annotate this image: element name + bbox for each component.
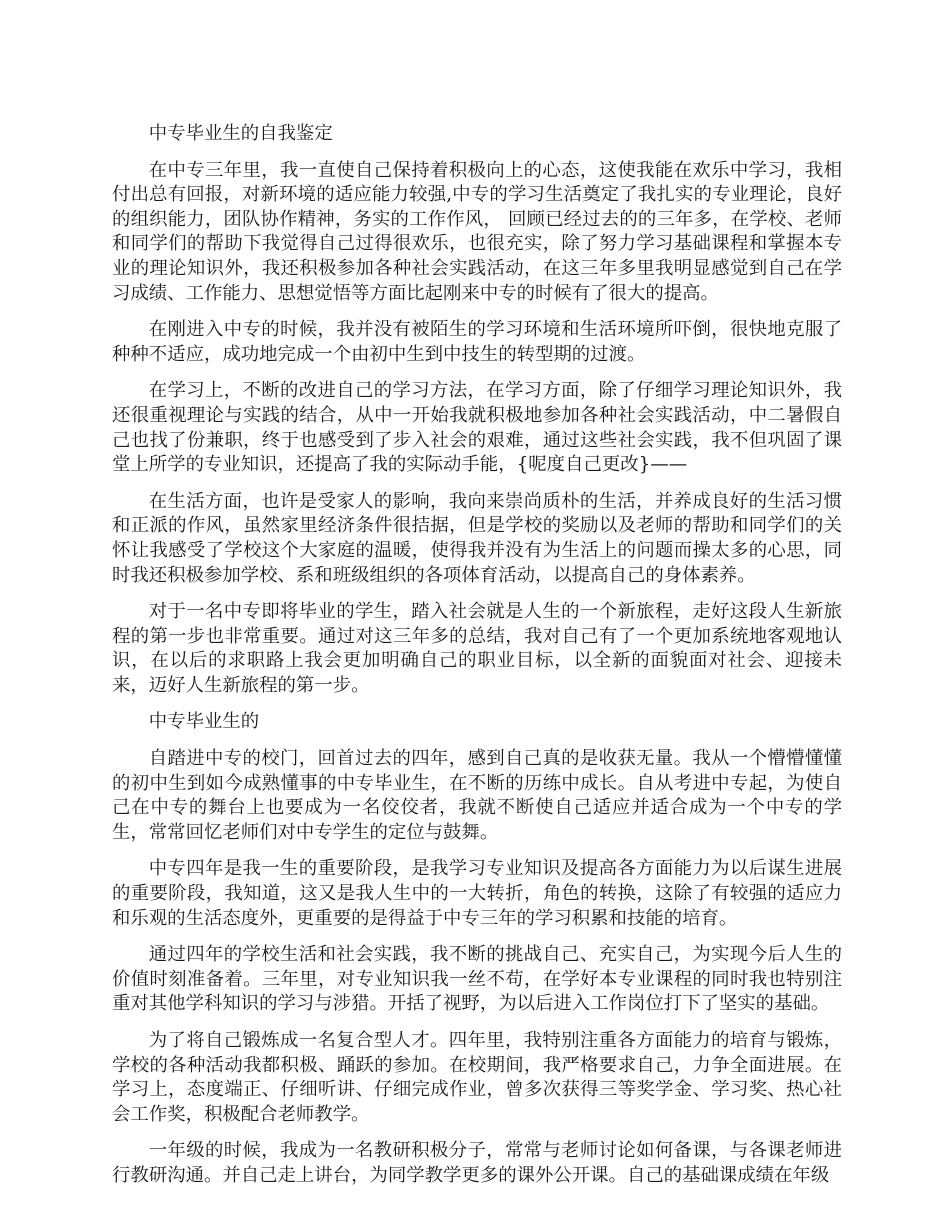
section-title: 中专毕业生的: [148, 711, 260, 733]
paragraph: 中专四年是我一生的重要阶段，是我学习专业知识及提高各方面能力为以后谋生进展的重要阶段，我知道，这又是我人生中的一大转折，角色的转换，这除了有较强的适应力和乐观的生活态度外，更重要的是得益于中专三年的学习积累和技能的培育。: [112, 858, 842, 929]
section-title: 中专毕业生的自我鉴定: [148, 123, 333, 144]
paragraph: 自踏进中专的校门，回首过去的四年，感到自己真的是收获无量。我从一个懵懵懂懂的初中生到如今成熟懂事的中专毕业生，在不断的历练中成长。自从考进中专起，为使自己在中专的舞台上也要成为一名佼佼者，我就不断使自己适应并适合成为一个中专的学生，常常回忆老师们对中专学生的定位与鼓舞。: [112, 748, 842, 843]
paragraph: 在生活方面，也许是受家人的影响，我向来崇尚质朴的生活，并养成良好的生活习惯和正派的作风，虽然家里经济条件很拮据，但是学校的奖励以及老师的帮助和同学们的关怀让我感受了学校这个大家庭的温暖，使得我并没有为生活上的问题而操太多的心思，同时我还积极参加学校、系和班级组织的各项体育活动，以提高自己的身体素养。: [112, 490, 842, 586]
paragraph: 在学习上，不断的改进自己的学习方法，在学习方面，除了仔细学习理论知识外，我还很重视理论与实践的结合，从中一开始我就积极地参加各种社会实践活动，中二暑假自己也找了份兼职，终于也感受到了步入社会的艰难，通过这些社会实践，我不但巩固了课堂上所学的专业知识，还提高了我的实际动手能，{呢度自己更改}——: [112, 380, 842, 476]
paragraph: 在中专三年里，我一直使自己保持着积极向上的心态，这使我能在欢乐中学习，我相付出总有回报，对新环境的适应能力较强,中专的学习生活奠定了我扎实的专业理论，良好的组织能力，团队协作精神，务实的工作作风， 回顾已经过去的的三年多，在学校、老师和同学们的帮助下我觉得自己过得很欢乐，也很充实，除了努力学习基础课程和掌握本专业的理论知识外，我还积极参加各种社会实践活动，在这三年多里我明显感觉到自己在学习成绩、工作能力、思想觉悟等方面比起刚来中专的时候有了很大的提高。: [112, 159, 842, 304]
document-body: [112, 122, 842, 1201]
paragraph: 通过四年的学校生活和社会实践，我不断的挑战自己、充实自己，为实现今后人生的价值时刻准备着。三年里，对专业知识我一丝不苟，在学好本专业课程的同时我也特别注重对其他学科知识的学习与涉猎。开括了视野，为以后进入工作岗位打下了坚实的基础。: [112, 944, 842, 1015]
paragraph: 为了将自己锻炼成一名复合型人才。四年里，我特别注重各方面能力的培育与锻炼，学校的各种活动我都积极、踊跃的参加。在校期间，我严格要求自己，力争全面进展。在学习上，态度端正、仔细听讲、仔细完成作业，曾多次获得三等奖学金、学习奖、热心社会工作奖，积极配合老师教学。: [112, 1030, 842, 1125]
paragraph: 对于一名中专即将毕业的学生，踏入社会就是人生的一个新旅程，走好这段人生新旅程的第一步也非常重要。通过对这三年多的总结，我对自己有了一个更加系统地客观地认识，在以后的求职路上我会更加明确自己的职业目标，以全新的面貌面对社会、迎接未来，迈好人生新旅程的第一步。: [112, 601, 842, 696]
paragraph: 在刚进入中专的时候，我并没有被陌生的学习环境和生活环境所吓倒，很快地克服了种种不适应，成功地完成一个由初中生到中技生的转型期的过渡。: [112, 319, 842, 365]
paragraph: 一年级的时候，我成为一名教研积极分子，常常与老师讨论如何备课，与各课老师进行教研沟通。并自己走上讲台，为同学教学更多的课外公开课。自己的基础课成绩在年级: [112, 1140, 842, 1186]
